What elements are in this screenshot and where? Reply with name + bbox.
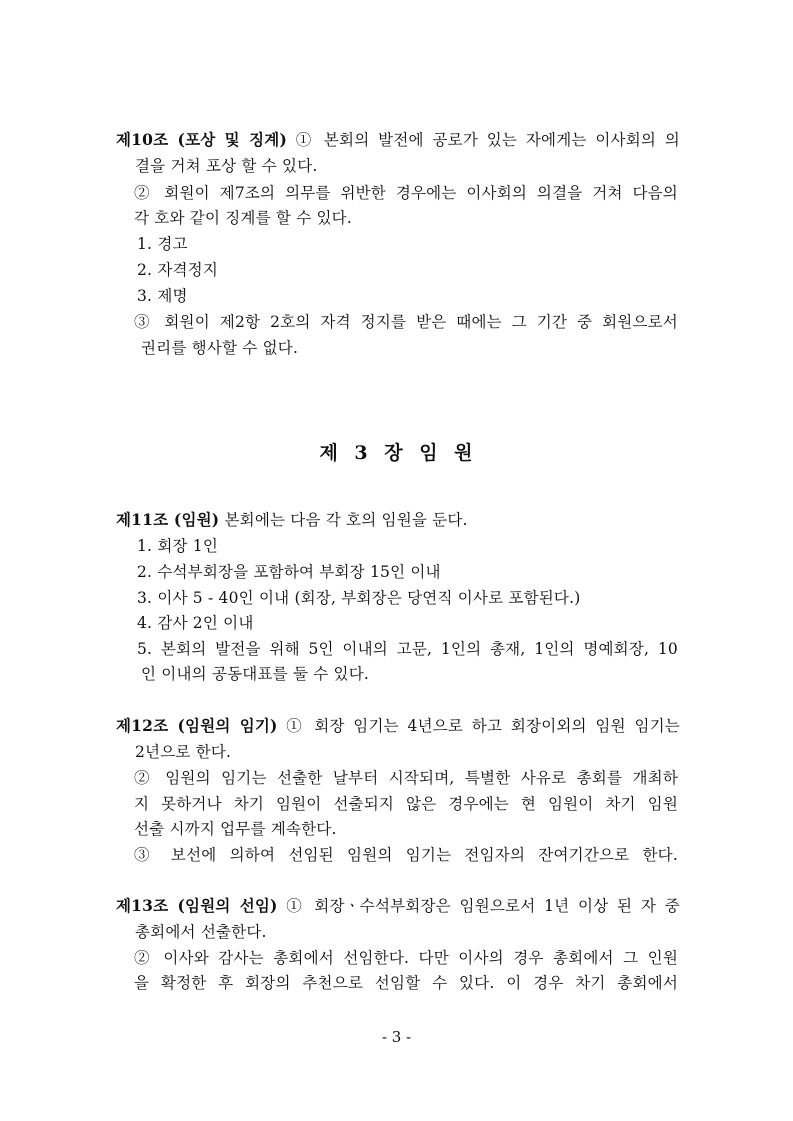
art10-para-3-line-2: 권리를 행사할 수 없다.: [141, 339, 299, 357]
art12-para-2-line-2: 지 못하거나 차기 임원이 선출되지 않은 경우에는 현 임원이 차기 임원: [134, 795, 678, 813]
art11-item-4: 4. 감사 2인 이내: [137, 614, 254, 632]
art10-para-2-line-2: 각 호와 같이 징계를 할 수 있다.: [134, 209, 352, 227]
art11-item-5-line-2: 인 이내의 공동대표를 둘 수 있다.: [141, 665, 370, 683]
art12-para-2-line-1: ② 임원의 임기는 선출한 날부터 시작되며, 특별한 사유로 총회를 개최하: [134, 769, 678, 787]
art12-line-1: 제12조 (임원의 임기) ① 회장 임기는 4년으로 하고 회장이외의 임원 임기는: [116, 716, 680, 735]
art10-item-1: 1. 경고: [137, 235, 188, 253]
art12-para-3: ③ 보선에 의하여 선임된 임원의 임기는 전임자의 잔여기간으로 한다.: [134, 846, 678, 864]
art13-line-2: 총회에서 선출한다.: [135, 923, 267, 941]
art12-line-2: 2년으로 한다.: [135, 743, 232, 761]
art10-para-2-line-1: ② 회원이 제7조의 의무를 위반한 경우에는 이사회의 의결을 거쳐 다음의: [134, 184, 678, 202]
art10-item-3: 3. 제명: [137, 287, 188, 305]
art13-line-1: 제13조 (임원의 선임) ① 회장ㆍ수석부회장은 임원으로서 1년 이상 된 자 중: [116, 896, 680, 915]
art10-line-1: 제10조 (포상 및 징계) ① 본회의 발전에 공로가 있는 자에게는 이사회의 의: [116, 130, 680, 149]
art10-item-2: 2. 자격정지: [137, 261, 219, 279]
chapter-title: 제 3 장 임 원: [319, 442, 474, 464]
art10-line-2: 결을 거쳐 포상 할 수 있다.: [135, 157, 318, 175]
page-number: - 3 -: [381, 1028, 412, 1046]
art11-item-3: 3. 이사 5 - 40인 이내 (회장, 부회장은 당연직 이사로 포함된다.): [137, 589, 581, 607]
art10-heading: 제10조 (포상 및 징계): [116, 130, 287, 149]
art13-para-2-line-2: 을 확정한 후 회장의 추천으로 선임할 수 있다. 이 경우 차기 총회에서: [134, 974, 678, 992]
art11-line-1: 제11조 (임원) 본회에는 다음 각 호의 임원을 둔다.: [116, 510, 468, 529]
art13-para-2-line-1: ② 이사와 감사는 총회에서 선임한다. 다만 이사의 경우 총회에서 그 인원: [134, 949, 678, 967]
art12-para-2-line-3: 선출 시까지 업무를 계속한다.: [134, 820, 337, 838]
art12-heading: 제12조 (임원의 임기): [116, 716, 278, 735]
art11-heading: 제11조 (임원): [116, 510, 220, 529]
art10-para-3-line-1: ③ 회원이 제2항 2호의 자격 정지를 받은 때에는 그 기간 중 회원으로서: [134, 313, 678, 331]
art13-heading: 제13조 (임원의 선임): [116, 896, 278, 915]
art11-item-1: 1. 회장 1인: [137, 537, 219, 555]
art11-item-2: 2. 수석부회장을 포함하여 부회장 15인 이내: [137, 563, 441, 581]
art11-item-5-line-1: 5. 본회의 발전을 위해 5인 이내의 고문, 1인의 총재, 1인의 명예회장, 10: [137, 640, 678, 658]
